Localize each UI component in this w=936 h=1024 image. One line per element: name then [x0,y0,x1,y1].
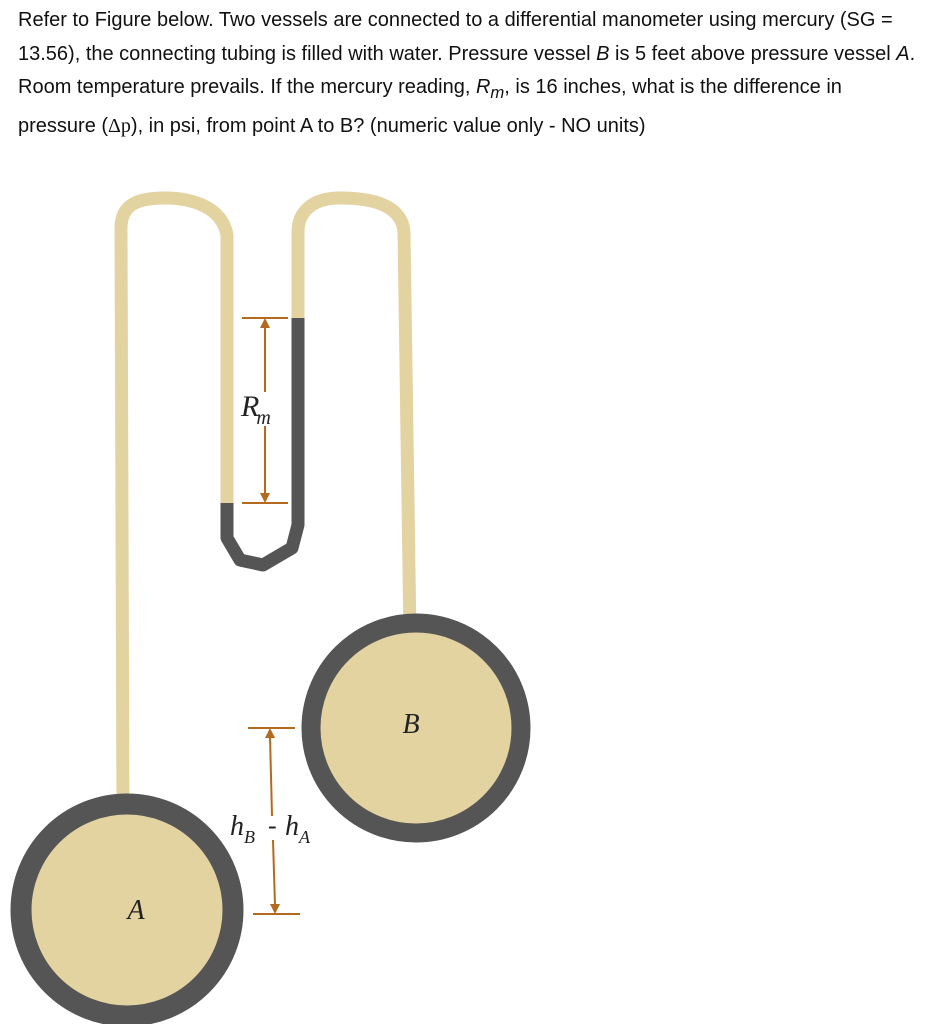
question-text: Refer to Figure below. Two vessels are connected to a differential manometer using mercury (SG = 13.56), the connecting tubing is filled with water. Pressure vessel B is 5 feet above pressure vessel A. Room temperature prevails. If the mercury reading, $R_m$, is 16 inches, what is the difference in pressure (Δp), in psi, from point A to B? (numeric value only - NO units) [18,9,916,137]
ha-label: $h_A$ [285,811,310,847]
rm-ref: $R_m$ [475,76,505,102]
tube-left [121,198,227,820]
rm-label: Rm [241,390,271,429]
hb-label: $h_B$ [230,811,255,847]
tube-right [298,198,410,638]
vessel-a-ref: A [896,42,910,65]
vessel-a-label: A [127,895,145,926]
vessel-a [21,804,233,1016]
mercury-column [227,318,298,565]
vessel-b-ref: B [596,42,610,65]
minus-sign: - [268,811,277,840]
vessel-b-label: B [402,709,420,740]
vessel-b [311,623,521,833]
delta-p-symbol: Δp [108,114,131,137]
